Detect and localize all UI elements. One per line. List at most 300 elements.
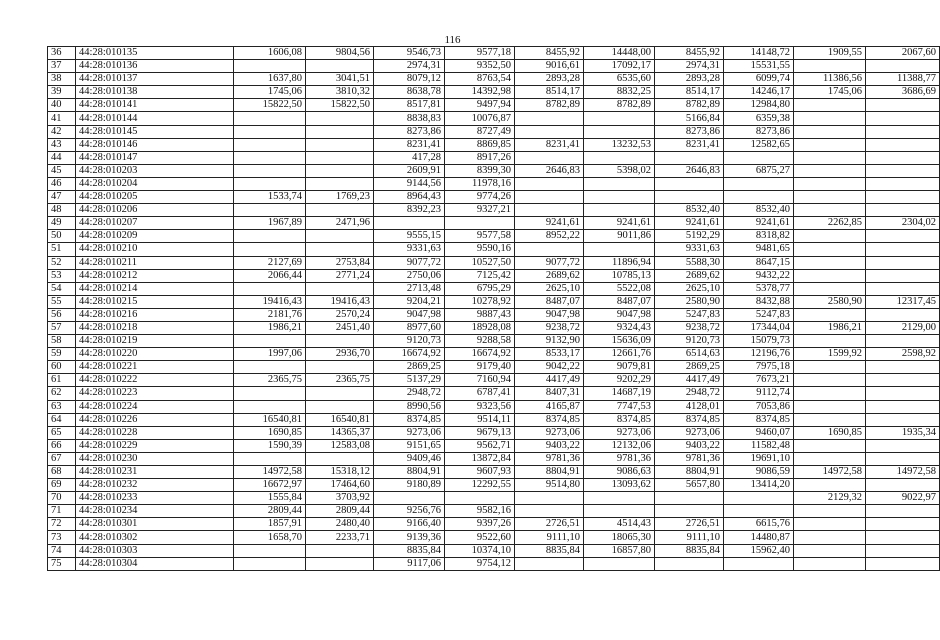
value-cell: 5192,29 bbox=[655, 230, 724, 243]
row-number-cell: 50 bbox=[48, 230, 76, 243]
value-cell: 17092,17 bbox=[584, 60, 655, 73]
value-cell bbox=[866, 479, 940, 492]
value-cell: 5657,80 bbox=[655, 479, 724, 492]
value-cell bbox=[655, 177, 724, 190]
value-cell bbox=[445, 492, 515, 505]
row-number-cell: 56 bbox=[48, 308, 76, 321]
value-cell: 9042,22 bbox=[515, 361, 584, 374]
value-cell: 1769,23 bbox=[306, 191, 374, 204]
value-cell bbox=[584, 505, 655, 518]
value-cell bbox=[794, 452, 866, 465]
value-cell: 2974,31 bbox=[655, 60, 724, 73]
cadastral-number-cell: 44:28:010231 bbox=[76, 466, 234, 479]
table-row bbox=[48, 361, 940, 374]
value-cell: 9238,72 bbox=[515, 321, 584, 334]
value-cell: 2451,40 bbox=[306, 321, 374, 334]
value-cell bbox=[724, 191, 794, 204]
value-cell: 4514,43 bbox=[584, 518, 655, 531]
row-number-cell: 42 bbox=[48, 125, 76, 138]
value-cell: 8532,40 bbox=[655, 204, 724, 217]
value-cell: 9180,89 bbox=[374, 479, 445, 492]
value-cell bbox=[866, 413, 940, 426]
value-cell bbox=[794, 230, 866, 243]
value-cell: 14480,87 bbox=[724, 531, 794, 544]
value-cell: 2129,32 bbox=[794, 492, 866, 505]
value-cell: 7673,21 bbox=[724, 374, 794, 387]
table-row bbox=[48, 60, 940, 73]
value-cell: 2936,70 bbox=[306, 348, 374, 361]
row-number-cell: 74 bbox=[48, 544, 76, 557]
value-cell bbox=[584, 492, 655, 505]
cadastral-number-cell: 44:28:010224 bbox=[76, 400, 234, 413]
value-cell: 1590,39 bbox=[234, 439, 306, 452]
value-cell bbox=[515, 177, 584, 190]
value-cell: 2181,76 bbox=[234, 308, 306, 321]
value-cell bbox=[794, 335, 866, 348]
value-cell: 8517,81 bbox=[374, 99, 445, 112]
value-cell: 2262,85 bbox=[794, 217, 866, 230]
value-cell: 9016,61 bbox=[515, 60, 584, 73]
value-cell bbox=[794, 479, 866, 492]
cadastral-number-cell: 44:28:010221 bbox=[76, 361, 234, 374]
value-cell: 9679,13 bbox=[445, 426, 515, 439]
value-cell: 9047,98 bbox=[584, 308, 655, 321]
table-row bbox=[48, 217, 940, 230]
value-cell: 9397,26 bbox=[445, 518, 515, 531]
value-cell bbox=[374, 492, 445, 505]
table-row bbox=[48, 466, 940, 479]
value-cell: 2646,83 bbox=[655, 164, 724, 177]
cadastral-number-cell: 44:28:010233 bbox=[76, 492, 234, 505]
value-cell: 2625,10 bbox=[655, 282, 724, 295]
cadastral-number-cell: 44:28:010204 bbox=[76, 177, 234, 190]
value-cell: 9047,98 bbox=[515, 308, 584, 321]
value-cell: 2480,40 bbox=[306, 518, 374, 531]
cadastral-number-cell: 44:28:010211 bbox=[76, 256, 234, 269]
value-cell: 15822,50 bbox=[306, 99, 374, 112]
value-cell bbox=[866, 308, 940, 321]
value-cell: 1909,55 bbox=[794, 47, 866, 60]
value-cell: 14365,37 bbox=[306, 426, 374, 439]
row-number-cell: 63 bbox=[48, 400, 76, 413]
value-cell bbox=[794, 269, 866, 282]
value-cell bbox=[306, 164, 374, 177]
value-cell: 9781,36 bbox=[584, 452, 655, 465]
value-cell: 2753,84 bbox=[306, 256, 374, 269]
value-cell: 18928,08 bbox=[445, 321, 515, 334]
value-cell: 13093,62 bbox=[584, 479, 655, 492]
value-cell: 15822,50 bbox=[234, 99, 306, 112]
cadastral-number-cell: 44:28:010214 bbox=[76, 282, 234, 295]
row-number-cell: 52 bbox=[48, 256, 76, 269]
value-cell bbox=[655, 191, 724, 204]
value-cell: 2809,44 bbox=[306, 505, 374, 518]
value-cell: 9562,71 bbox=[445, 439, 515, 452]
value-cell bbox=[306, 387, 374, 400]
value-cell bbox=[866, 269, 940, 282]
value-cell: 9079,81 bbox=[584, 361, 655, 374]
value-cell: 8804,91 bbox=[374, 466, 445, 479]
value-cell bbox=[866, 282, 940, 295]
value-cell: 1986,21 bbox=[794, 321, 866, 334]
value-cell bbox=[794, 544, 866, 557]
value-cell: 2580,90 bbox=[794, 295, 866, 308]
value-cell: 9582,16 bbox=[445, 505, 515, 518]
table-row bbox=[48, 348, 940, 361]
value-cell bbox=[234, 452, 306, 465]
row-number-cell: 58 bbox=[48, 335, 76, 348]
value-cell bbox=[234, 177, 306, 190]
value-cell bbox=[794, 505, 866, 518]
row-number-cell: 73 bbox=[48, 531, 76, 544]
value-cell bbox=[794, 151, 866, 164]
cadastral-number-cell: 44:28:010137 bbox=[76, 73, 234, 86]
row-number-cell: 36 bbox=[48, 47, 76, 60]
value-cell bbox=[866, 518, 940, 531]
cadastral-number-cell: 44:28:010135 bbox=[76, 47, 234, 60]
value-cell: 9166,40 bbox=[374, 518, 445, 531]
value-cell: 5398,02 bbox=[584, 164, 655, 177]
value-cell: 7160,94 bbox=[445, 374, 515, 387]
value-cell: 8964,43 bbox=[374, 191, 445, 204]
row-number-cell: 62 bbox=[48, 387, 76, 400]
value-cell bbox=[584, 125, 655, 138]
value-cell bbox=[866, 374, 940, 387]
table-row bbox=[48, 230, 940, 243]
row-number-cell: 67 bbox=[48, 452, 76, 465]
value-cell bbox=[234, 164, 306, 177]
table-row bbox=[48, 321, 940, 334]
value-cell: 9077,72 bbox=[374, 256, 445, 269]
value-cell: 3686,69 bbox=[866, 86, 940, 99]
row-number-cell: 46 bbox=[48, 177, 76, 190]
value-cell: 9331,63 bbox=[374, 243, 445, 256]
row-number-cell: 38 bbox=[48, 73, 76, 86]
value-cell: 8835,84 bbox=[655, 544, 724, 557]
cadastral-number-cell: 44:28:010230 bbox=[76, 452, 234, 465]
value-cell: 8374,85 bbox=[515, 413, 584, 426]
cadastral-number-cell: 44:28:010216 bbox=[76, 308, 234, 321]
value-cell: 8532,40 bbox=[724, 204, 794, 217]
cadastral-number-cell: 44:28:010210 bbox=[76, 243, 234, 256]
value-cell: 2365,75 bbox=[306, 374, 374, 387]
row-number-cell: 72 bbox=[48, 518, 76, 531]
value-cell: 9497,94 bbox=[445, 99, 515, 112]
row-number-cell: 44 bbox=[48, 151, 76, 164]
row-number-cell: 40 bbox=[48, 99, 76, 112]
value-cell: 9804,56 bbox=[306, 47, 374, 60]
value-cell: 14246,17 bbox=[724, 86, 794, 99]
value-cell: 1690,85 bbox=[794, 426, 866, 439]
value-cell: 15636,09 bbox=[584, 335, 655, 348]
value-cell: 8514,17 bbox=[655, 86, 724, 99]
table-row bbox=[48, 73, 940, 86]
value-cell: 9273,06 bbox=[515, 426, 584, 439]
cadastral-number-cell: 44:28:010147 bbox=[76, 151, 234, 164]
value-cell bbox=[234, 138, 306, 151]
table-row bbox=[48, 151, 940, 164]
value-cell: 5588,30 bbox=[655, 256, 724, 269]
value-cell: 9202,29 bbox=[584, 374, 655, 387]
value-cell: 8514,17 bbox=[515, 86, 584, 99]
value-cell bbox=[724, 151, 794, 164]
value-cell: 8487,07 bbox=[515, 295, 584, 308]
table-row bbox=[48, 335, 940, 348]
value-cell: 2974,31 bbox=[374, 60, 445, 73]
value-cell: 1555,84 bbox=[234, 492, 306, 505]
value-cell: 16674,92 bbox=[445, 348, 515, 361]
value-cell bbox=[515, 505, 584, 518]
value-cell: 2771,24 bbox=[306, 269, 374, 282]
value-cell: 8782,89 bbox=[584, 99, 655, 112]
value-cell bbox=[866, 387, 940, 400]
value-cell bbox=[866, 99, 940, 112]
value-cell: 15079,73 bbox=[724, 335, 794, 348]
value-cell: 12196,76 bbox=[724, 348, 794, 361]
row-number-cell: 71 bbox=[48, 505, 76, 518]
value-cell: 9086,59 bbox=[724, 466, 794, 479]
value-cell: 9241,61 bbox=[724, 217, 794, 230]
table-row bbox=[48, 269, 940, 282]
value-cell: 1986,21 bbox=[234, 321, 306, 334]
cadastral-number-cell: 44:28:010141 bbox=[76, 99, 234, 112]
table-row bbox=[48, 492, 940, 505]
value-cell: 2750,06 bbox=[374, 269, 445, 282]
value-cell bbox=[794, 204, 866, 217]
value-cell: 8763,54 bbox=[445, 73, 515, 86]
value-cell: 12292,55 bbox=[445, 479, 515, 492]
value-cell: 15531,55 bbox=[724, 60, 794, 73]
value-cell bbox=[234, 361, 306, 374]
row-number-cell: 45 bbox=[48, 164, 76, 177]
value-cell: 11386,56 bbox=[794, 73, 866, 86]
value-cell: 2689,62 bbox=[515, 269, 584, 282]
value-cell bbox=[306, 138, 374, 151]
value-cell: 8079,12 bbox=[374, 73, 445, 86]
value-cell: 9139,36 bbox=[374, 531, 445, 544]
value-cell: 2580,90 bbox=[655, 295, 724, 308]
value-cell: 6359,38 bbox=[724, 112, 794, 125]
value-cell: 9117,06 bbox=[374, 557, 445, 570]
value-cell: 5137,29 bbox=[374, 374, 445, 387]
value-cell: 1745,06 bbox=[794, 86, 866, 99]
table-row bbox=[48, 308, 940, 321]
value-cell bbox=[794, 112, 866, 125]
row-number-cell: 53 bbox=[48, 269, 76, 282]
value-cell: 8487,07 bbox=[584, 295, 655, 308]
value-cell bbox=[234, 125, 306, 138]
table-row bbox=[48, 204, 940, 217]
table-row bbox=[48, 452, 940, 465]
value-cell: 11582,48 bbox=[724, 439, 794, 452]
value-cell bbox=[234, 282, 306, 295]
value-cell bbox=[724, 177, 794, 190]
cadastral-number-cell: 44:28:010222 bbox=[76, 374, 234, 387]
value-cell bbox=[794, 191, 866, 204]
value-cell: 5522,08 bbox=[584, 282, 655, 295]
value-cell bbox=[306, 361, 374, 374]
value-cell: 1857,91 bbox=[234, 518, 306, 531]
row-number-cell: 47 bbox=[48, 191, 76, 204]
value-cell: 4128,01 bbox=[655, 400, 724, 413]
value-cell bbox=[234, 112, 306, 125]
value-cell: 2948,72 bbox=[655, 387, 724, 400]
value-cell: 9781,36 bbox=[655, 452, 724, 465]
value-cell: 9086,63 bbox=[584, 466, 655, 479]
value-cell: 2869,25 bbox=[655, 361, 724, 374]
value-cell: 9774,26 bbox=[445, 191, 515, 204]
value-cell: 1745,06 bbox=[234, 86, 306, 99]
value-cell bbox=[515, 557, 584, 570]
value-cell: 9120,73 bbox=[374, 335, 445, 348]
value-cell: 6875,27 bbox=[724, 164, 794, 177]
value-cell bbox=[306, 282, 374, 295]
value-cell bbox=[515, 204, 584, 217]
data-table bbox=[47, 46, 940, 571]
value-cell bbox=[306, 230, 374, 243]
value-cell: 6535,60 bbox=[584, 73, 655, 86]
row-number-cell: 54 bbox=[48, 282, 76, 295]
value-cell: 14392,98 bbox=[445, 86, 515, 99]
value-cell: 16857,80 bbox=[584, 544, 655, 557]
value-cell bbox=[584, 557, 655, 570]
value-cell: 1997,06 bbox=[234, 348, 306, 361]
value-cell: 9011,86 bbox=[584, 230, 655, 243]
value-cell: 9204,21 bbox=[374, 295, 445, 308]
row-number-cell: 37 bbox=[48, 60, 76, 73]
value-cell: 13232,53 bbox=[584, 138, 655, 151]
cadastral-number-cell: 44:28:010220 bbox=[76, 348, 234, 361]
table-row bbox=[48, 138, 940, 151]
value-cell bbox=[584, 112, 655, 125]
value-cell bbox=[866, 505, 940, 518]
value-cell: 14148,72 bbox=[724, 47, 794, 60]
value-cell bbox=[306, 204, 374, 217]
value-cell: 8273,86 bbox=[655, 125, 724, 138]
cadastral-number-cell: 44:28:010302 bbox=[76, 531, 234, 544]
value-cell bbox=[866, 544, 940, 557]
row-number-cell: 69 bbox=[48, 479, 76, 492]
value-cell: 9241,61 bbox=[584, 217, 655, 230]
value-cell: 4165,87 bbox=[515, 400, 584, 413]
value-cell: 2365,75 bbox=[234, 374, 306, 387]
value-cell bbox=[794, 177, 866, 190]
value-cell: 16540,81 bbox=[306, 413, 374, 426]
value-cell bbox=[794, 374, 866, 387]
value-cell: 8432,88 bbox=[724, 295, 794, 308]
value-cell: 13872,84 bbox=[445, 452, 515, 465]
table-row bbox=[48, 426, 940, 439]
value-cell: 9132,90 bbox=[515, 335, 584, 348]
value-cell bbox=[866, 138, 940, 151]
row-number-cell: 41 bbox=[48, 112, 76, 125]
value-cell: 9590,16 bbox=[445, 243, 515, 256]
value-cell bbox=[234, 335, 306, 348]
value-cell: 1690,85 bbox=[234, 426, 306, 439]
value-cell: 2570,24 bbox=[306, 308, 374, 321]
value-cell bbox=[306, 400, 374, 413]
value-cell: 9273,06 bbox=[374, 426, 445, 439]
value-cell: 8977,60 bbox=[374, 321, 445, 334]
value-cell: 16672,97 bbox=[234, 479, 306, 492]
value-cell bbox=[306, 544, 374, 557]
table-row bbox=[48, 191, 940, 204]
value-cell: 2471,96 bbox=[306, 217, 374, 230]
value-cell: 8273,86 bbox=[374, 125, 445, 138]
cadastral-number-cell: 44:28:010206 bbox=[76, 204, 234, 217]
value-cell: 2233,71 bbox=[306, 531, 374, 544]
value-cell: 7053,86 bbox=[724, 400, 794, 413]
value-cell: 8838,83 bbox=[374, 112, 445, 125]
value-cell bbox=[655, 492, 724, 505]
value-cell: 2893,28 bbox=[655, 73, 724, 86]
value-cell: 8835,84 bbox=[374, 544, 445, 557]
value-cell: 8392,23 bbox=[374, 204, 445, 217]
row-number-cell: 57 bbox=[48, 321, 76, 334]
table-row bbox=[48, 256, 940, 269]
value-cell: 8782,89 bbox=[655, 99, 724, 112]
table-row bbox=[48, 374, 940, 387]
value-cell bbox=[655, 151, 724, 164]
table-row bbox=[48, 125, 940, 138]
value-cell: 8455,92 bbox=[655, 47, 724, 60]
value-cell: 9273,06 bbox=[655, 426, 724, 439]
value-cell: 6099,74 bbox=[724, 73, 794, 86]
row-number-cell: 59 bbox=[48, 348, 76, 361]
table-row bbox=[48, 531, 940, 544]
value-cell bbox=[794, 413, 866, 426]
value-cell bbox=[234, 544, 306, 557]
value-cell: 5247,83 bbox=[655, 308, 724, 321]
value-cell bbox=[515, 243, 584, 256]
value-cell: 17344,04 bbox=[724, 321, 794, 334]
value-cell: 18065,30 bbox=[584, 531, 655, 544]
value-cell: 6795,29 bbox=[445, 282, 515, 295]
value-cell bbox=[584, 243, 655, 256]
value-cell: 6514,63 bbox=[655, 348, 724, 361]
value-cell: 14448,00 bbox=[584, 47, 655, 60]
value-cell: 12317,45 bbox=[866, 295, 940, 308]
cadastral-number-cell: 44:28:010205 bbox=[76, 191, 234, 204]
value-cell: 9241,61 bbox=[655, 217, 724, 230]
value-cell: 8399,30 bbox=[445, 164, 515, 177]
value-cell bbox=[866, 557, 940, 570]
cadastral-number-cell: 44:28:010234 bbox=[76, 505, 234, 518]
value-cell bbox=[866, 151, 940, 164]
table-row bbox=[48, 164, 940, 177]
value-cell bbox=[866, 177, 940, 190]
row-number-cell: 70 bbox=[48, 492, 76, 505]
value-cell bbox=[515, 492, 584, 505]
value-cell: 9460,07 bbox=[724, 426, 794, 439]
value-cell: 19416,43 bbox=[306, 295, 374, 308]
table-row bbox=[48, 439, 940, 452]
value-cell bbox=[374, 217, 445, 230]
table-row bbox=[48, 479, 940, 492]
table-row bbox=[48, 86, 940, 99]
value-cell: 19416,43 bbox=[234, 295, 306, 308]
value-cell bbox=[866, 531, 940, 544]
value-cell: 9514,11 bbox=[445, 413, 515, 426]
value-cell: 2809,44 bbox=[234, 505, 306, 518]
value-cell: 11896,94 bbox=[584, 256, 655, 269]
row-number-cell: 48 bbox=[48, 204, 76, 217]
value-cell: 1533,74 bbox=[234, 191, 306, 204]
value-cell: 9546,73 bbox=[374, 47, 445, 60]
value-cell bbox=[584, 177, 655, 190]
value-cell: 9077,72 bbox=[515, 256, 584, 269]
value-cell: 3810,32 bbox=[306, 86, 374, 99]
